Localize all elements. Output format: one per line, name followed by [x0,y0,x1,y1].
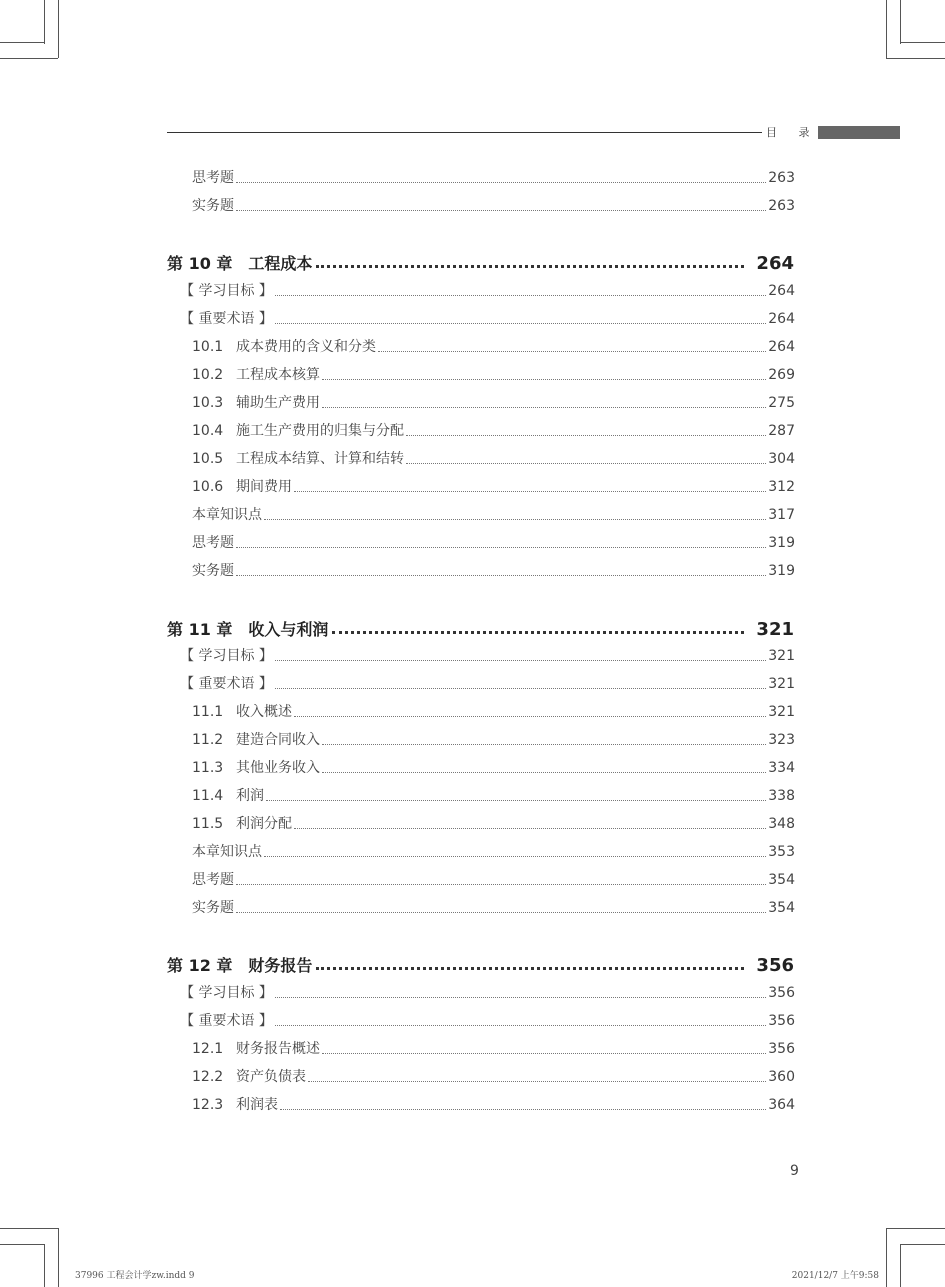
dot-leader [322,406,766,408]
entry-page-number: 356 [768,1013,795,1029]
toc-entry-row[interactable] [180,1010,795,1032]
dot-leader [236,911,766,913]
section-number: 11.4 [192,788,224,804]
entry-title: 本章知识点 [192,844,262,860]
section-number: 11.3 [192,760,224,776]
toc-chapter-row[interactable] [167,953,794,979]
entry-title: 实务题 [192,563,234,579]
entry-title: 成本费用的含义和分类 [236,339,376,355]
entry-title: 资产负债表 [236,1069,306,1085]
section-number: 11.5 [192,816,224,832]
toc-entry-row[interactable] [192,757,795,779]
toc-entry-row[interactable] [192,560,795,582]
dot-leader [308,1080,766,1082]
entry-title: 【 重要术语 】 [180,1013,273,1029]
chapter-number: 第 10 章 [167,254,233,273]
toc-entry-row[interactable] [192,813,795,835]
entry-title: 建造合同收入 [236,732,320,748]
dot-leader [236,883,766,885]
entry-page-number: 323 [768,732,795,748]
print-slug-date: 2021/12/7 上午9:58 [791,1271,879,1281]
entry-title: 利润表 [236,1097,278,1113]
dot-leader [275,1024,766,1026]
section-number: 10.1 [192,339,224,355]
entry-page-number: 264 [768,283,795,299]
entry-title: 期间费用 [236,479,292,495]
entry-page-number: 321 [768,648,795,664]
dot-leader [266,799,766,801]
toc-entry-row[interactable] [180,982,795,1004]
entry-page-number: 319 [768,535,795,551]
dot-leader [275,322,766,324]
entry-page-number: 275 [768,395,795,411]
entry-page-number: 321 [756,619,794,640]
dot-leader [332,630,744,634]
entry-page-number: 312 [768,479,795,495]
dot-leader [264,518,766,520]
entry-page-number: 321 [768,676,795,692]
entry-title: 辅助生产费用 [236,395,320,411]
section-number: 12.2 [192,1069,224,1085]
dot-leader [294,827,766,829]
toc-entry-row[interactable] [192,841,795,863]
entry-title: 利润 [236,788,264,804]
dot-leader [236,574,766,576]
entry-title: 实务题 [192,900,234,916]
entry-title: 本章知识点 [192,507,262,523]
entry-page-number: 264 [768,339,795,355]
entry-page-number: 356 [768,985,795,1001]
entry-page-number: 353 [768,844,795,860]
toc-entry-row[interactable] [192,420,795,442]
entry-page-number: 317 [768,507,795,523]
section-number: 11.1 [192,704,224,720]
section-number: 11.2 [192,732,224,748]
header-title: 目 录 [766,126,819,139]
entry-title: 施工生产费用的归集与分配 [236,423,404,439]
dot-leader [378,350,766,352]
entry-page-number: 354 [768,872,795,888]
toc-entry-row[interactable] [192,785,795,807]
entry-page-number: 334 [768,760,795,776]
toc-entry-row[interactable] [192,336,795,358]
toc-entry-row[interactable] [192,195,795,217]
dot-leader [294,715,766,717]
toc-entry-row[interactable] [192,448,795,470]
chapter-number: 第 12 章 [167,956,233,975]
dot-leader [294,490,766,492]
toc-entry-row[interactable] [180,280,795,302]
chapter-number: 第 11 章 [167,620,233,639]
entry-page-number: 356 [768,1041,795,1057]
toc-chapter-row[interactable] [167,251,794,277]
entry-title: 【 学习目标 】 [180,283,273,299]
entry-page-number: 264 [768,311,795,327]
entry-title: 【 重要术语 】 [180,311,273,327]
print-slug-file: 37996 工程会计学zw.indd 9 [75,1271,195,1281]
entry-page-number: 338 [768,788,795,804]
entry-title: 思考题 [192,872,234,888]
entry-page-number: 263 [768,198,795,214]
dot-leader [316,264,744,268]
toc-entry-row[interactable] [192,167,795,189]
entry-page-number: 319 [768,563,795,579]
toc-entry-row[interactable] [192,1066,795,1088]
toc-entry-row[interactable] [192,701,795,723]
entry-title: 工程成本核算 [236,367,320,383]
toc-entry-row[interactable] [192,897,795,919]
toc-entry-row[interactable] [192,364,795,386]
entry-title: 【 重要术语 】 [180,676,273,692]
entry-page-number: 321 [768,704,795,720]
entry-page-number: 287 [768,423,795,439]
entry-title: 【 学习目标 】 [180,648,273,664]
dot-leader [406,434,766,436]
entry-title: 【 学习目标 】 [180,985,273,1001]
section-number: 10.6 [192,479,224,495]
entry-title: 财务报告概述 [236,1041,320,1057]
dot-leader [322,1052,766,1054]
entry-title: 收入概述 [236,704,292,720]
section-number: 10.4 [192,423,224,439]
toc-entry-row[interactable] [180,308,795,330]
toc-entry-row[interactable] [192,532,795,554]
entry-title: 工程成本结算、计算和结转 [236,451,404,467]
chapter-title: 收入与利润 [248,620,329,639]
dot-leader [322,771,766,773]
toc-entry-row[interactable] [192,1038,795,1060]
entry-page-number: 269 [768,367,795,383]
toc-chapter-row[interactable] [167,617,794,643]
entry-page-number: 354 [768,900,795,916]
dot-leader [406,462,766,464]
toc-entry-row[interactable] [192,729,795,751]
entry-page-number: 264 [756,253,794,274]
dot-leader [236,546,766,548]
entry-page-number: 263 [768,170,795,186]
section-number: 10.3 [192,395,224,411]
toc-entry-row[interactable] [192,1094,795,1116]
entry-page-number: 348 [768,816,795,832]
dot-leader [275,687,766,689]
dot-leader [322,743,766,745]
section-number: 10.2 [192,367,224,383]
section-number: 10.5 [192,451,224,467]
entry-title: 实务题 [192,198,234,214]
dot-leader [236,209,766,211]
dot-leader [264,855,766,857]
dot-leader [280,1108,766,1110]
toc-entry-row[interactable] [180,645,795,667]
section-number: 12.3 [192,1097,224,1113]
entry-title: 思考题 [192,535,234,551]
entry-page-number: 304 [768,451,795,467]
dot-leader [275,659,766,661]
section-number: 12.1 [192,1041,224,1057]
dot-leader [275,294,766,296]
dot-leader [322,378,766,380]
entry-page-number: 360 [768,1069,795,1085]
entry-title: 其他业务收入 [236,760,320,776]
chapter-title: 工程成本 [248,254,313,273]
dot-leader [236,181,766,183]
chapter-title: 财务报告 [248,956,313,975]
toc-entry-row[interactable] [192,392,795,414]
toc-entry-row[interactable] [192,504,795,526]
entry-title: 思考题 [192,170,234,186]
entry-page-number: 356 [756,955,794,976]
toc-entry-row[interactable] [180,673,795,695]
toc-entry-row[interactable] [192,869,795,891]
toc-entry-row[interactable] [192,476,795,498]
entry-title: 利润分配 [236,816,292,832]
entry-page-number: 364 [768,1097,795,1113]
dot-leader [316,966,744,970]
dot-leader [275,996,766,998]
page-number: 9 [790,1163,799,1179]
